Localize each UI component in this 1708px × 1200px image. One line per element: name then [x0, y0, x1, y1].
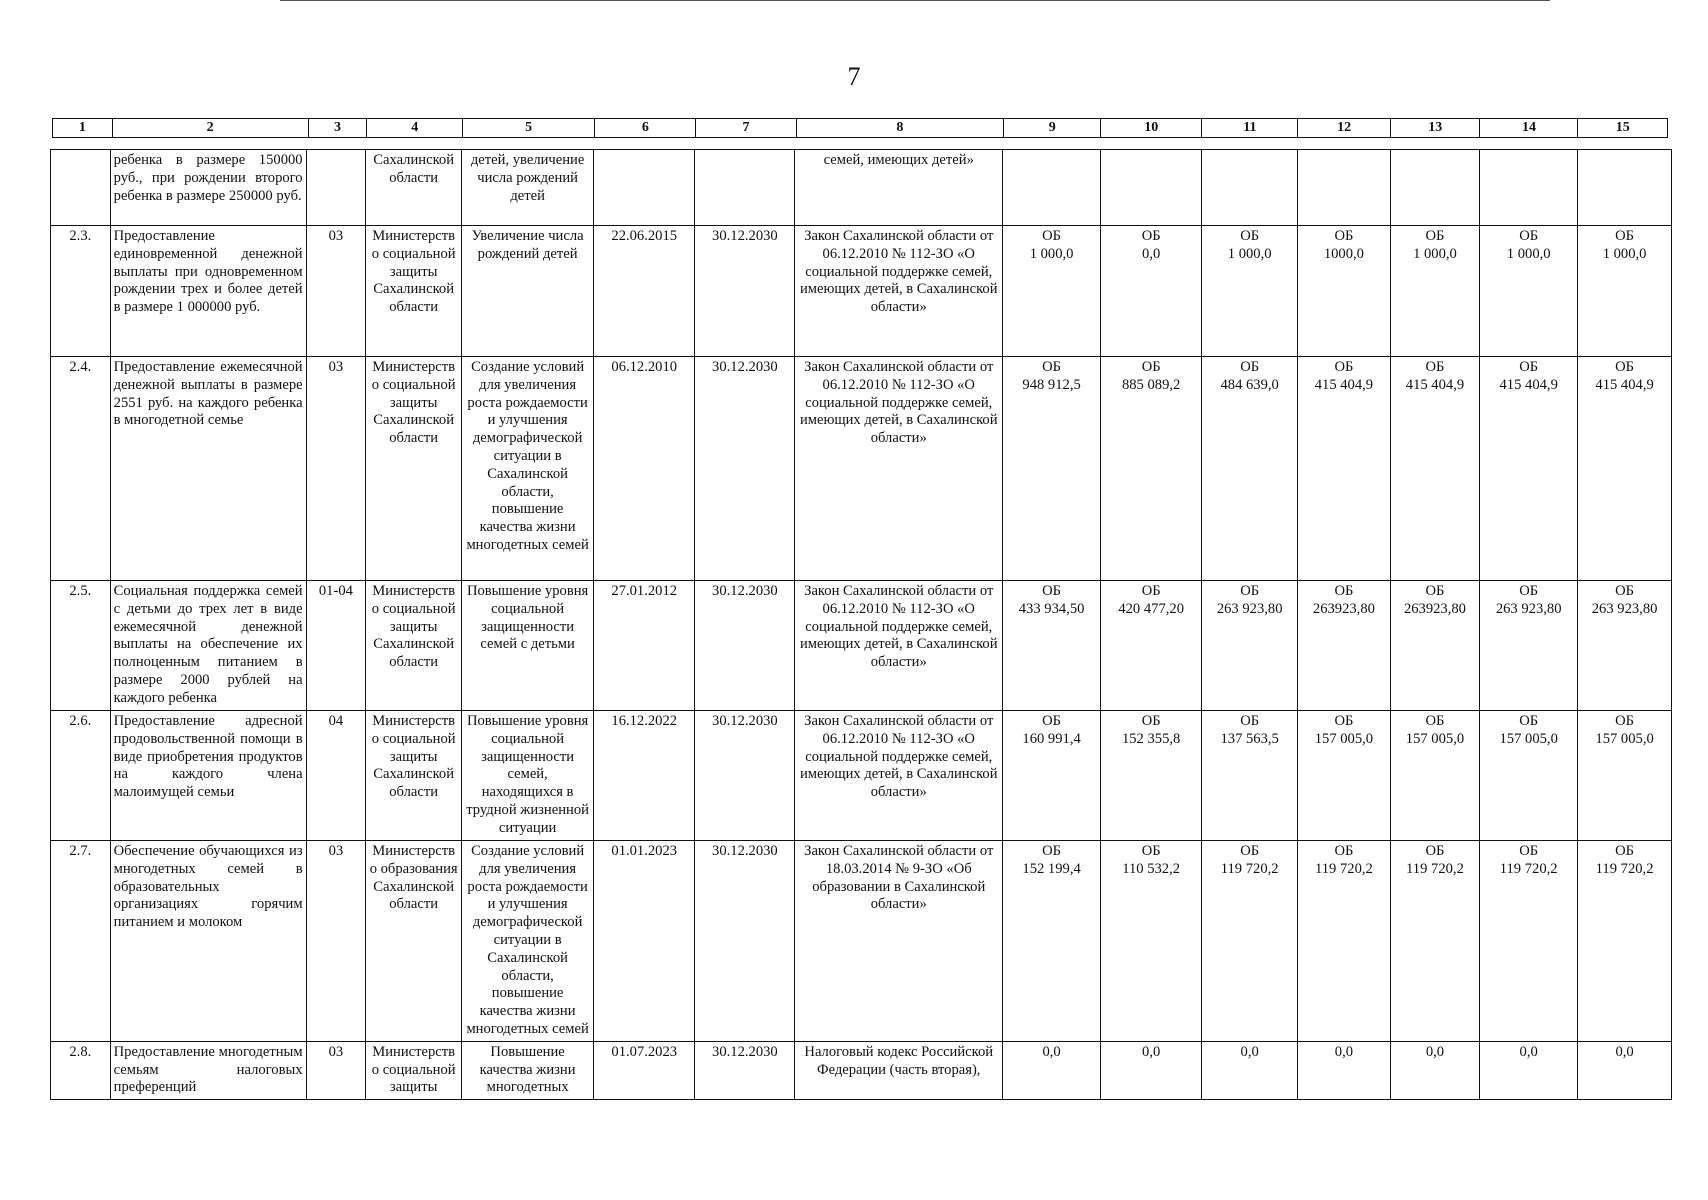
- col-header: 9: [1004, 119, 1101, 138]
- finance-amount: 119 720,2: [1220, 860, 1279, 877]
- legal-basis: Закон Сахалинской области от 06.12.2010 № 112-ЗО «О социальной поддержке семей, имеющих детей, в Сахалинской области»: [795, 711, 1003, 841]
- legal-basis: Налоговый кодекс Российской Федерации (часть вторая),: [795, 1041, 1003, 1099]
- measure-goal: Повышение уровня социальной защищенности семей, находящихся в трудной жизненной ситуации: [462, 711, 594, 841]
- finance-amount: 0,0: [1042, 1043, 1061, 1060]
- finance-cell: [1480, 711, 1578, 841]
- finance-amount: 157 005,0: [1499, 730, 1558, 747]
- finance-source: ОБ: [1519, 359, 1539, 375]
- section-code: 03: [306, 226, 366, 357]
- finance-amount: 1000,0: [1323, 245, 1364, 262]
- finance-source: ОБ: [1615, 359, 1635, 375]
- measure-name: Предоставление многодетным семьям налоговых преференций: [110, 1041, 306, 1099]
- finance-amount: 415 404,9: [1314, 376, 1374, 393]
- finance-cell: [1390, 711, 1479, 841]
- finance-cell: [1298, 711, 1391, 841]
- finance-cell: [1390, 581, 1479, 711]
- finance-source: ОБ: [1425, 713, 1445, 729]
- row-number: 2.7.: [51, 841, 111, 1042]
- finance-amount: 119 720,2: [1314, 860, 1373, 877]
- finance-cell: [1480, 1041, 1578, 1099]
- finance-amount: 263923,80: [1312, 600, 1375, 617]
- finance-source: ОБ: [1615, 713, 1635, 729]
- finance-source: ОБ: [1141, 843, 1161, 859]
- finance-source: ОБ: [1425, 359, 1445, 375]
- finance-amount: 0,0: [1334, 1043, 1354, 1060]
- finance-amount: 0,0: [1142, 245, 1161, 262]
- end-date: 30.12.2030: [695, 581, 795, 711]
- finance-cell: [1390, 150, 1479, 226]
- finance-source: ОБ: [1141, 583, 1161, 599]
- finance-amount: 263 923,80: [1216, 600, 1283, 617]
- end-date: 30.12.2030: [695, 226, 795, 357]
- finance-cell: [1202, 357, 1298, 581]
- finance-source: ОБ: [1141, 359, 1161, 375]
- section-code: [306, 150, 366, 226]
- finance-source: ОБ: [1519, 228, 1539, 244]
- finance-cell: [1003, 581, 1101, 711]
- finance-cell: [1298, 1041, 1391, 1099]
- measure-goal: Повышение качества жизни многодетных: [462, 1041, 594, 1099]
- finance-cell: [1202, 150, 1298, 226]
- finance-amount: 119 720,2: [1595, 860, 1654, 877]
- start-date: [594, 150, 695, 226]
- measure-goal: Повышение уровня социальной защищенности семей с детьми: [462, 581, 594, 711]
- finance-cell: [1390, 357, 1479, 581]
- row-number: 2.3.: [51, 226, 111, 357]
- end-date: [695, 150, 795, 226]
- section-code: 03: [306, 357, 366, 581]
- col-header: 12: [1298, 119, 1391, 138]
- col-header: 11: [1202, 119, 1298, 138]
- finance-amount: 415 404,9: [1499, 376, 1558, 393]
- finance-source: ОБ: [1519, 583, 1539, 599]
- finance-cell: [1101, 1041, 1202, 1099]
- finance-source: ОБ: [1615, 843, 1635, 859]
- row-number: [51, 150, 111, 226]
- responsible-executor: Министерство образования Сахалинской области: [366, 841, 462, 1042]
- finance-cell: [1390, 1041, 1479, 1099]
- section-code: 03: [306, 841, 366, 1042]
- header-row: [53, 119, 1668, 138]
- finance-cell: [1480, 226, 1578, 357]
- finance-cell: [1298, 357, 1391, 581]
- finance-cell: [1298, 226, 1391, 357]
- finance-cell: [1101, 711, 1202, 841]
- finance-amount: 152 355,8: [1121, 730, 1181, 747]
- finance-amount: 0,0: [1240, 1043, 1259, 1060]
- col-header: 15: [1578, 119, 1668, 138]
- finance-source: ОБ: [1042, 359, 1062, 375]
- finance-cell: [1101, 226, 1202, 357]
- finance-cell: [1202, 581, 1298, 711]
- measure-goal: Увеличение числа рождений детей: [462, 226, 594, 357]
- finance-amount: 1 000,0: [1602, 245, 1647, 262]
- finance-cell: [1480, 357, 1578, 581]
- finance-source: ОБ: [1042, 843, 1062, 859]
- finance-amount: 0,0: [1142, 1043, 1161, 1060]
- section-code: 03: [306, 1041, 366, 1099]
- finance-cell: [1480, 150, 1578, 226]
- col-header: 13: [1390, 119, 1479, 138]
- table-row: [51, 226, 1672, 357]
- finance-amount: 0,0: [1425, 1043, 1445, 1060]
- finance-cell: [1298, 581, 1391, 711]
- responsible-executor: Министерство социальной защиты Сахалинской области: [366, 711, 462, 841]
- table-row: [51, 357, 1672, 581]
- finance-cell: [1003, 150, 1101, 226]
- finance-amount: 0,0: [1615, 1043, 1634, 1060]
- legal-basis: Закон Сахалинской области от 18.03.2014 № 9-ЗО «Об образовании в Сахалинской области»: [795, 841, 1003, 1042]
- table-row: [51, 581, 1672, 711]
- finance-cell: [1578, 711, 1672, 841]
- row-number: 2.6.: [51, 711, 111, 841]
- responsible-executor: Министерство социальной защиты Сахалинской области: [366, 226, 462, 357]
- row-number: 2.5.: [51, 581, 111, 711]
- finance-source: ОБ: [1334, 843, 1354, 859]
- finance-cell: [1578, 150, 1672, 226]
- measure-name: ребенка в размере 150000 руб., при рождении второго ребенка в размере 250000 руб.: [110, 150, 306, 226]
- finance-cell: [1003, 226, 1101, 357]
- finance-source: ОБ: [1334, 583, 1354, 599]
- finance-amount: 1 000,0: [1029, 245, 1074, 262]
- start-date: 27.01.2012: [594, 581, 695, 711]
- measure-goal: Создание условий для увеличения роста рождаемости и улучшения демографической ситуации в Сахалинской области, повышение качества жизни многодетных семей: [462, 357, 594, 581]
- finance-amount: 157 005,0: [1314, 730, 1374, 747]
- col-header: 2: [112, 119, 308, 138]
- legal-basis: Закон Сахалинской области от 06.12.2010 № 112-ЗО «О социальной поддержке семей, имеющих детей, в Сахалинской области»: [795, 226, 1003, 357]
- measure-name: Предоставление адресной продовольственной помощи в виде приобретения продуктов на каждого члена малоимущей семьи: [110, 711, 306, 841]
- finance-source: ОБ: [1240, 359, 1260, 375]
- start-date: 22.06.2015: [594, 226, 695, 357]
- finance-source: ОБ: [1334, 713, 1354, 729]
- finance-amount: 157 005,0: [1405, 730, 1465, 747]
- responsible-executor: Министерство социальной защиты Сахалинской области: [366, 357, 462, 581]
- legal-basis: Закон Сахалинской области от 06.12.2010 № 112-ЗО «О социальной поддержке семей, имеющих детей, в Сахалинской области»: [795, 581, 1003, 711]
- finance-source: ОБ: [1141, 228, 1161, 244]
- section-code: 04: [306, 711, 366, 841]
- finance-amount: 263923,80: [1403, 600, 1466, 617]
- measure-goal: Создание условий для увеличения роста рождаемости и улучшения демографической ситуации в Сахалинской области, повышение качества жизни многодетных семей: [462, 841, 594, 1042]
- measure-name: Предоставление единовременной денежной выплаты при одновременном рождении трех и более детей в размере 1 000000 руб.: [110, 226, 306, 357]
- table-row: [51, 711, 1672, 841]
- finance-amount: 0,0: [1519, 1043, 1538, 1060]
- finance-cell: [1003, 841, 1101, 1042]
- finance-amount: 885 089,2: [1121, 376, 1181, 393]
- finance-source: ОБ: [1042, 713, 1062, 729]
- col-header: 6: [595, 119, 696, 138]
- responsible-executor: Министерство социальной защиты: [366, 1041, 462, 1099]
- finance-source: ОБ: [1240, 228, 1260, 244]
- finance-amount: 484 639,0: [1220, 376, 1279, 393]
- start-date: 16.12.2022: [594, 711, 695, 841]
- finance-source: ОБ: [1334, 228, 1354, 244]
- finance-amount: 1 000,0: [1506, 245, 1551, 262]
- finance-source: ОБ: [1519, 713, 1539, 729]
- table-row: [51, 841, 1672, 1042]
- finance-source: ОБ: [1240, 713, 1260, 729]
- legal-basis: семей, имеющих детей»: [795, 150, 1003, 226]
- finance-source: ОБ: [1615, 228, 1635, 244]
- finance-amount: 433 934,50: [1018, 600, 1085, 617]
- start-date: 06.12.2010: [594, 357, 695, 581]
- responsible-executor: Сахалинской области: [366, 150, 462, 226]
- end-date: 30.12.2030: [695, 711, 795, 841]
- finance-cell: [1390, 226, 1479, 357]
- finance-amount: 160 991,4: [1022, 730, 1081, 747]
- start-date: 01.01.2023: [594, 841, 695, 1042]
- finance-source: ОБ: [1425, 843, 1445, 859]
- table-row: [51, 1041, 1672, 1099]
- responsible-executor: Министерство социальной защиты Сахалинской области: [366, 581, 462, 711]
- measure-goal: детей, увеличение числа рождений детей: [462, 150, 594, 226]
- end-date: 30.12.2030: [695, 357, 795, 581]
- measure-name: Обеспечение обучающихся из многодетных семей в образовательных организациях горячим питанием и молоком: [110, 841, 306, 1042]
- finance-cell: [1578, 841, 1672, 1042]
- col-header: 4: [367, 119, 463, 138]
- finance-cell: [1578, 357, 1672, 581]
- finance-source: ОБ: [1425, 583, 1445, 599]
- row-number: 2.8.: [51, 1041, 111, 1099]
- finance-amount: 119 720,2: [1499, 860, 1558, 877]
- finance-cell: [1202, 1041, 1298, 1099]
- finance-source: ОБ: [1042, 583, 1062, 599]
- page-number: 7: [847, 62, 861, 91]
- finance-source: ОБ: [1425, 228, 1445, 244]
- finance-cell: [1578, 581, 1672, 711]
- col-header: 7: [696, 119, 796, 138]
- finance-amount: 110 532,2: [1122, 860, 1181, 877]
- finance-source: ОБ: [1042, 228, 1062, 244]
- finance-amount: 1 000,0: [1413, 245, 1457, 262]
- finance-amount: 948 912,5: [1022, 376, 1081, 393]
- measures-table: [50, 149, 1672, 1100]
- legal-basis: Закон Сахалинской области от 06.12.2010 № 112-ЗО «О социальной поддержке семей, имеющих детей, в Сахалинской области»: [795, 357, 1003, 581]
- col-header: 8: [796, 119, 1004, 138]
- finance-amount: 157 005,0: [1595, 730, 1654, 747]
- finance-cell: [1003, 1041, 1101, 1099]
- finance-source: ОБ: [1141, 713, 1161, 729]
- finance-cell: [1101, 150, 1202, 226]
- finance-source: ОБ: [1615, 583, 1635, 599]
- col-header: 3: [308, 119, 367, 138]
- finance-amount: 415 404,9: [1405, 376, 1465, 393]
- finance-amount: 152 199,4: [1022, 860, 1081, 877]
- finance-amount: 415 404,9: [1595, 376, 1654, 393]
- finance-source: ОБ: [1240, 843, 1260, 859]
- finance-cell: [1298, 150, 1391, 226]
- finance-cell: [1101, 841, 1202, 1042]
- measure-name: Предоставление ежемесячной денежной выплаты в размере 2551 руб. на каждого ребенка в многодетной семье: [110, 357, 306, 581]
- finance-amount: 263 923,80: [1495, 600, 1562, 617]
- finance-cell: [1202, 226, 1298, 357]
- finance-amount: 1 000,0: [1227, 245, 1272, 262]
- finance-amount: 420 477,20: [1118, 600, 1184, 617]
- top-rule: [280, 0, 1550, 1]
- finance-cell: [1003, 357, 1101, 581]
- col-header: 14: [1480, 119, 1578, 138]
- finance-amount: 137 563,5: [1220, 730, 1279, 747]
- end-date: 30.12.2030: [695, 1041, 795, 1099]
- col-header: 5: [463, 119, 595, 138]
- table-row: [51, 150, 1672, 226]
- finance-cell: [1202, 711, 1298, 841]
- col-header: 1: [53, 119, 113, 138]
- finance-cell: [1578, 226, 1672, 357]
- finance-amount: 263 923,80: [1591, 600, 1658, 617]
- finance-source: ОБ: [1334, 359, 1354, 375]
- finance-cell: [1480, 581, 1578, 711]
- row-number: 2.4.: [51, 357, 111, 581]
- finance-cell: [1578, 1041, 1672, 1099]
- finance-source: ОБ: [1519, 843, 1539, 859]
- column-number-header: [52, 118, 1668, 138]
- start-date: 01.07.2023: [594, 1041, 695, 1099]
- finance-source: ОБ: [1240, 583, 1260, 599]
- finance-cell: [1202, 841, 1298, 1042]
- finance-amount: 119 720,2: [1406, 860, 1464, 877]
- col-header: 10: [1101, 119, 1202, 138]
- finance-cell: [1390, 841, 1479, 1042]
- finance-cell: [1480, 841, 1578, 1042]
- section-code: 01-04: [306, 581, 366, 711]
- end-date: 30.12.2030: [695, 841, 795, 1042]
- finance-cell: [1003, 711, 1101, 841]
- measure-name: Социальная поддержка семей с детьми до трех лет в виде ежемесячной денежной выплаты на обеспечение их полноценным питанием в размере 2000 рублей на каждого ребенка: [110, 581, 306, 711]
- finance-cell: [1298, 841, 1391, 1042]
- finance-cell: [1101, 357, 1202, 581]
- finance-cell: [1101, 581, 1202, 711]
